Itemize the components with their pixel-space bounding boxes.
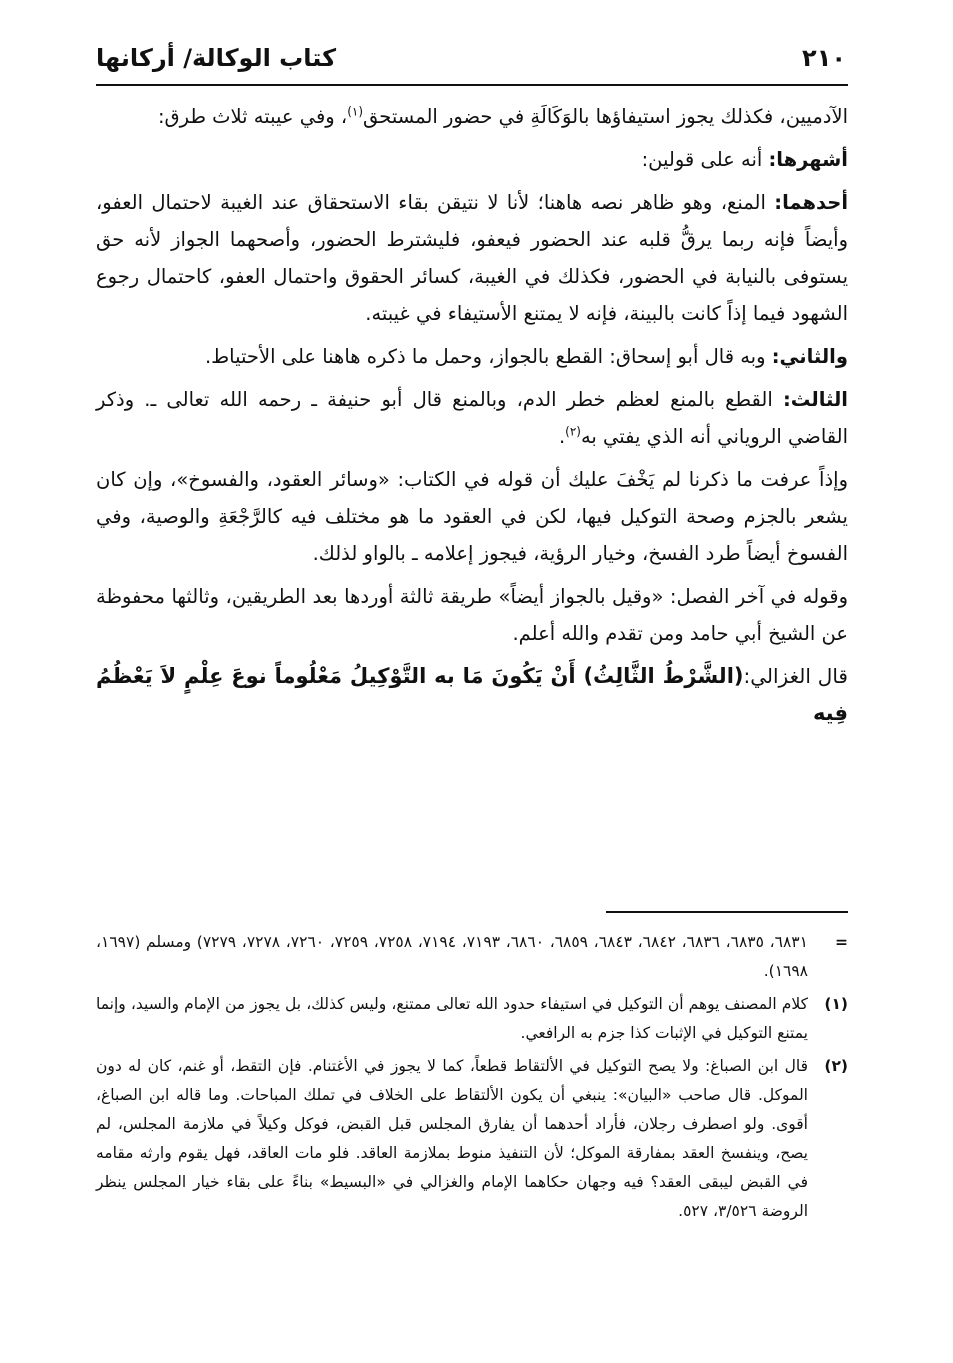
paragraph-5-end: . [558,425,566,448]
paragraph-4-text: وبه قال أبو إسحاق: القطع بالجواز، وحمل ما ذكره هاهنا على الأحتياط. [204,345,772,368]
paragraph-8-prefix: قال الغزالي: [743,664,848,688]
paragraph-8-quote: (الشَّرْطُ الثَّالِثُ) أَنْ يَكُونَ مَا به التَّوْكِيلُ مَعْلُوماً نوعَ عِلْمٍ لاَ يَعْظُمُ فِيه [96,664,848,725]
paragraph-6: وإذاً عرفت ما ذكرنا لم يَخْفَ عليك أن قوله في الكتاب: «وسائر العقود، والفسوخ»، وإن كان يشعر بالجزم وصحة التوكيل فيها، لكن في العقود ما هو مختلف فيه كالرَّجْعَةِ والوصية، وفي الفسوخ أيضاً طرد الفسخ، وخيار الرؤية، فيجوز إعلامه ـ بالواو لذلك. [96,468,848,565]
paragraph-7: وقوله في آخر الفصل: «وقيل بالجواز أيضاً» طريقة ثالثة أوردها بعد الطريقين، وثالثها محفوظة عن الشيخ أبي حامد ومن تقدم والله أعلم. [96,585,848,645]
main-text [96,98,848,738]
paragraph-3 [96,184,848,332]
footnotes [96,928,848,1230]
footnote-ref-1: (١) [347,104,364,119]
footnote-text: ٦٨٣١، ٦٨٣٥، ٦٨٣٦، ٦٨٤٢، ٦٨٤٣، ٦٨٥٩، ٦٨٦٠، ٧١٩٣، ٧١٩٤، ٧٢٥٨، ٧٢٥٩، ٧٢٦٠، ٧٢٧٨، ٧٢٧٩) ومسلم (١٦٩٧، ١٦٩٨). [96,933,808,980]
paragraph-4-lead: والثاني: [771,345,848,368]
page-number: ٢١٠ [802,44,846,72]
paragraph-2-text: أنه على قولين: [641,148,769,171]
paragraph-4 [96,338,848,375]
paragraph-2-lead: أشهرها: [768,148,848,171]
header-title: كتاب الوكالة/ أركانها [96,44,337,72]
footnote-marker: (١) [824,995,848,1013]
paragraph-1-text: الآدميين، فكذلك يجوز استيفاؤها بالوَكَالَةِ في حضور المستحق [363,105,848,128]
paragraph-1-end: ، وفي عيبته ثلاث طرق: [157,105,348,128]
footnote-1 [96,990,848,1048]
paragraph-8 [96,658,848,732]
footnote-marker: = [835,933,848,951]
header-rule [96,84,848,86]
footnote-2 [96,1052,848,1226]
footnote-marker: (٢) [824,1057,848,1075]
paragraph-1 [96,98,848,135]
paragraph-3-lead: أحدهما: [774,191,848,214]
footnote-ref-2: (٢) [565,424,581,439]
paragraph-5-text: القطع بالمنع لعظم خطر الدم، وبالمنع قال أبو حنيفة ـ رحمه الله تعالى ـ. وذكر القاضي الروياني أنه الذي يفتي به [96,388,848,448]
footnote-rule [606,911,848,913]
paragraph-3-text: المنع، وهو ظاهر نصه هاهنا؛ لأنا لا نتيقن بقاء الاستحقاق عند الغيبة لاحتمال العفو، وأيضاً فإنه ربما يرقُّ قلبه عند الحضور فيعفو، فليشترط الحضور، وأصحهما الجواز لأنه حق يستوفى بالنيابة في الحضور، فكذلك في الغيبة، كسائر الحقوق واحتمال العفو، كاحتمال رجوع الشهود فيما إذاً كانت بالبينة، فإنه لا يمتنع الأستيفاء في غيبته. [96,191,848,325]
paragraph-2 [96,141,848,178]
paragraph-5-lead: الثالث: [782,388,848,411]
running-head [96,44,846,78]
footnote-text: قال ابن الصباغ: ولا يصح التوكيل في الألتقاط قطعاً، كما لا يجوز في الأغتنام. فإن التقط، أو غنم، كان له دون الموكل. قال صاحب «البيان»: ينبغي أن يكون الألتقاط على الخلاف في تملك المباحات. وما قاله ابن الصباغ، أقوى. ولو اصطرف رجلان، فأراد أحدهما أن يفارق المجلس قبل القبض، فوكل وكيلاً في ملازمة المجلس، لم يصح، وينفسخ العقد بمفارقة الموكل؛ لأن التنفيذ منوط بملازمة العاقد. فلو مات العاقد، فهل يقوم وارثه مقامه في القبض ليبقى العقد؟ فيه وجهان حكاهما الإمام والغزالي في «البسيط» بناءً على بقاء خيار المجلس ينظر الروضة ٣/٥٢٦، ٥٢٧. [96,1057,808,1220]
footnote-text: كلام المصنف يوهم أن التوكيل في استيفاء حدود الله تعالى ممتنع، وليس كذلك، بل يجوز من الإمام والسيد، وإنما يمتنع التوكيل في الإثبات كذا جزم به الرافعي. [96,995,808,1042]
footnote-continued [96,928,848,986]
paragraph-5 [96,381,848,455]
